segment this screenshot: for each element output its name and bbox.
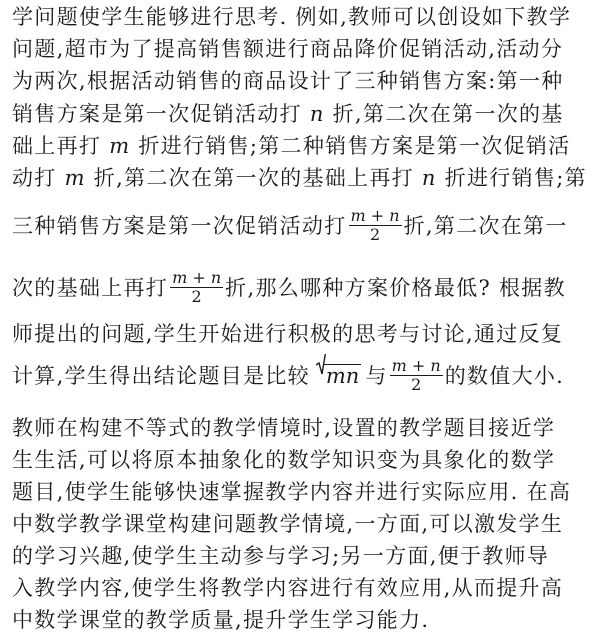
fraction-numerator [170, 269, 223, 288]
text-segment: 次的基础上再打 [12, 276, 169, 300]
math-variable-n: n [309, 102, 325, 126]
text-segment: 折,那么哪种方案价格最低? 根据教 [225, 276, 566, 300]
sqrt-radicand: mn [325, 364, 360, 388]
text-segment: 折进行销售;第 [436, 166, 587, 190]
text-segment: 动打 [12, 166, 65, 190]
text-line-2: 问题,超市为了提高销售额进行商品降价促销活动,活动分 [12, 37, 564, 61]
fraction-denominator: 2 [411, 375, 422, 394]
math-variable-m: m [391, 356, 407, 375]
text-line-10 [12, 354, 592, 402]
text-line-12: 生生活,可以将原本抽象化的数学知识变为具象化的数学 [12, 448, 556, 472]
text-segment: 与 [365, 364, 388, 388]
text-segment: 础上再打 [12, 134, 110, 158]
fraction-m-plus-n-over-2 [390, 357, 443, 394]
text-line-9: 师提出的问题,学生开始进行积极的思考与讨论,通过反复 [12, 322, 564, 346]
text-line-4 [12, 101, 592, 127]
math-variable-m: m [109, 134, 131, 158]
square-root-mn [324, 354, 361, 398]
text-segment: 的数值大小. [444, 364, 565, 388]
math-operator: + [365, 206, 390, 225]
math-variable-m: m [350, 206, 366, 225]
math-variable-n: n [430, 356, 441, 375]
text-line-5 [12, 133, 592, 159]
text-segment: 折,第二次在第一次的基 [324, 102, 564, 126]
text-line-6 [12, 165, 592, 191]
text-segment: 折进行销售;第二种销售方案是第一次促销活 [130, 134, 571, 158]
text-line-14: 中数学教学课堂构建问题教学情境,一方面,可以激发学生 [12, 512, 564, 536]
text-line-13: 题目,使学生能够快速掌握教学内容并进行实际应用. 在高 [12, 480, 572, 504]
text-line-3: 为两次,根据活动销售的商品设计了三种销售方案:第一种 [12, 69, 564, 93]
text-line-7 [12, 204, 592, 252]
text-segment: 折,第二次在第一次的基础上再打 [85, 166, 422, 190]
text-line-17: 中数学课堂的教学质量,提升学生学习能力. [12, 608, 430, 632]
text-segment: 销售方案是第一次促销活动打 [12, 102, 310, 126]
math-operator: + [406, 356, 431, 375]
text-segment: 折,第二次在第一 [403, 214, 568, 238]
text-line-1: 学问题使学生能够进行思考. 例如,教师可以创设如下教学 [12, 5, 572, 29]
text-segment: 三种销售方案是第一次促销活动打 [12, 214, 347, 238]
fraction-numerator [390, 357, 443, 376]
text-line-16: 入教学内容,使学生将教学内容进行有效应用,从而提升高 [12, 576, 564, 600]
radical-sign-icon [316, 354, 326, 376]
fraction-denominator: 2 [191, 287, 202, 306]
math-variable-m: m [172, 268, 188, 287]
fraction-m-plus-n-over-2 [349, 207, 402, 244]
math-variable-n: n [389, 206, 400, 225]
fraction-m-plus-n-over-2 [170, 269, 223, 306]
fraction-denominator: 2 [369, 225, 381, 244]
math-variable-m: m [64, 166, 86, 190]
text-segment: 计算,学生得出结论题目是比较 [12, 364, 318, 388]
text-line-15: 的学习兴趣,使学生主动参与学习;另一方面,便于教师导 [12, 544, 550, 568]
math-variable-n: n [210, 268, 222, 287]
fraction-numerator [349, 207, 402, 226]
text-line-11: 教师在构建不等式的教学情境时,设置的教学题目接近学 [12, 416, 556, 440]
math-variable-n: n [421, 166, 437, 190]
math-operator: + [187, 268, 211, 287]
text-line-8 [12, 266, 592, 314]
